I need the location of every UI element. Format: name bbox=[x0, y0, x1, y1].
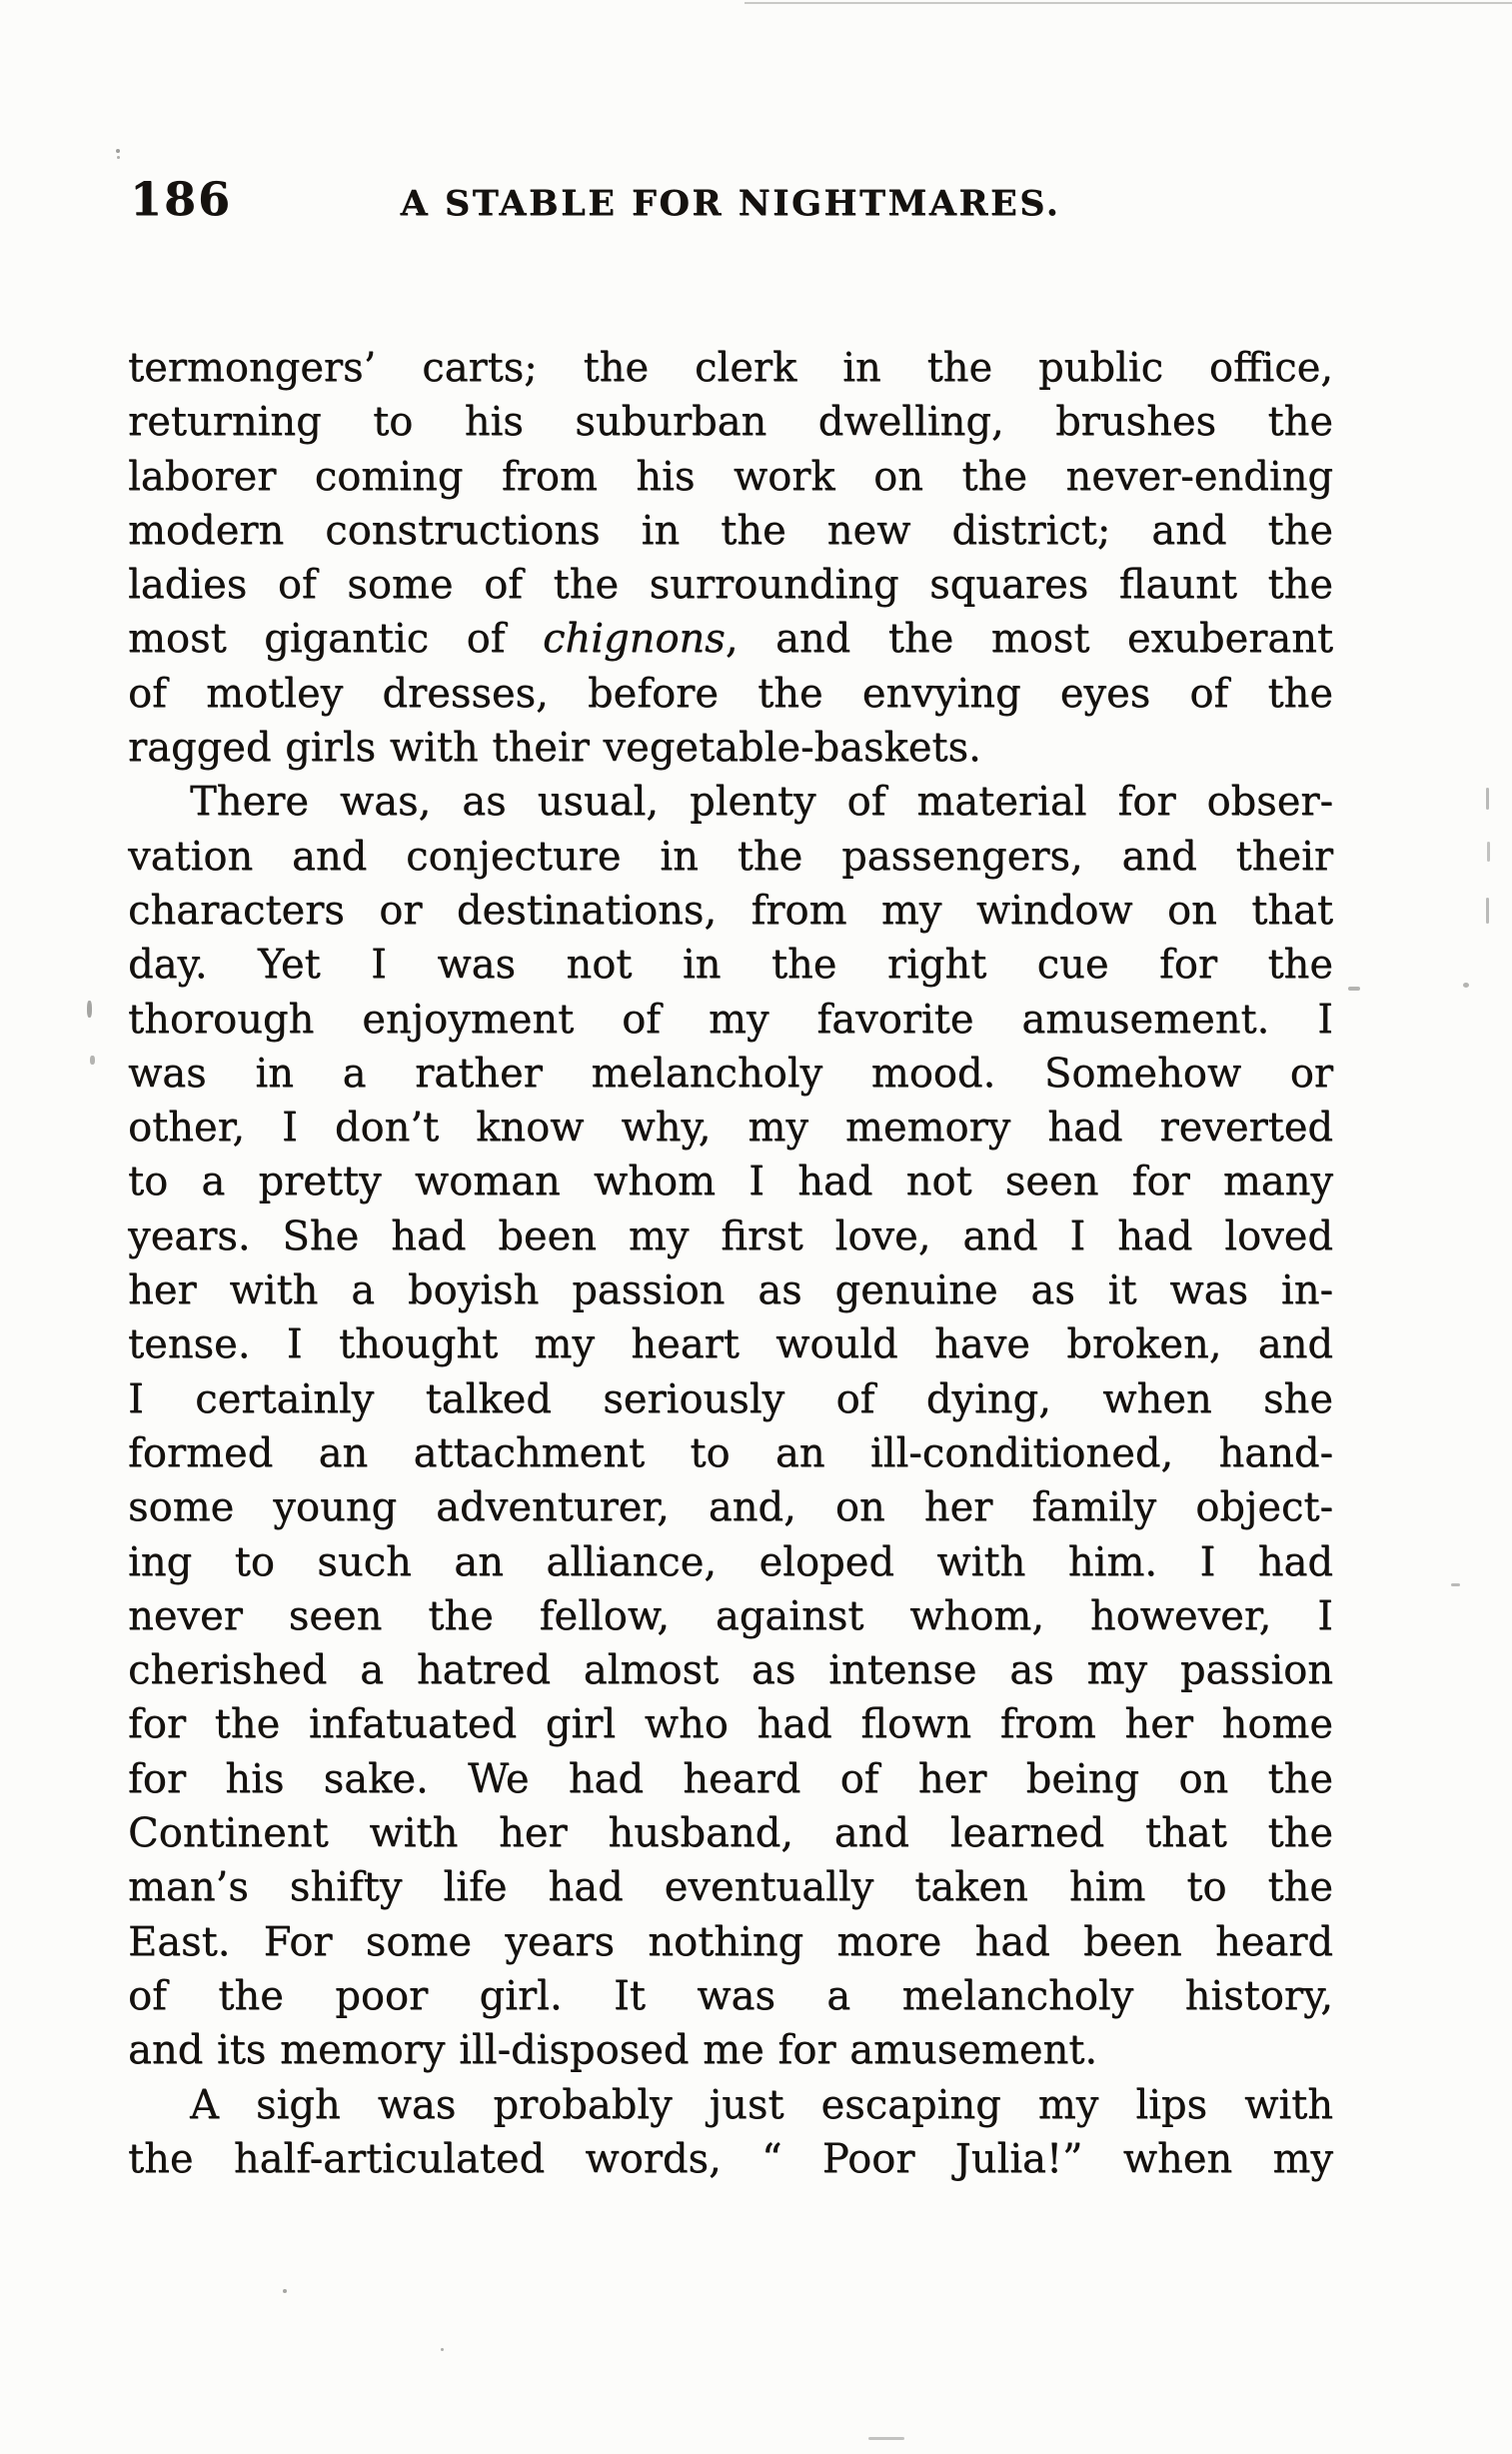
scan-artifact bbox=[117, 156, 120, 159]
scan-artifact bbox=[1463, 983, 1469, 988]
body-line: the half-articulated words, “ Poor Julia!” when my bbox=[128, 2135, 1333, 2182]
body-line: modern constructions in the new district; and the bbox=[128, 507, 1333, 554]
body-line: of the poor girl. It was a melancholy history, bbox=[128, 1972, 1333, 2019]
body-line: tense. I thought my heart would have broken, and bbox=[128, 1321, 1333, 1368]
body-line: Continent with her husband, and learned that the bbox=[128, 1810, 1333, 1857]
page-number: 186 bbox=[130, 172, 233, 226]
body-line: was in a rather melancholy mood. Somehow or bbox=[128, 1050, 1333, 1097]
body-line: characters or destinations, from my window on that bbox=[128, 887, 1333, 934]
body-line: other, I don’t know why, my memory had reverted bbox=[128, 1105, 1333, 1152]
scan-artifact bbox=[87, 1001, 92, 1018]
scan-artifact bbox=[90, 1056, 95, 1065]
body-line: A sigh was probably just escaping my lips with bbox=[190, 2081, 1333, 2128]
body-line: termongers’ carts; the clerk in the public office, bbox=[128, 345, 1333, 391]
scan-artifact bbox=[868, 2437, 904, 2440]
running-header-title: A STABLE FOR NIGHTMARES. bbox=[400, 183, 1061, 224]
body-line: returning to his suburban dwelling, brushes the bbox=[128, 399, 1333, 446]
body-line: day. Yet I was not in the right cue for the bbox=[128, 942, 1333, 989]
body-line: laborer coming from his work on the never-ending bbox=[128, 453, 1333, 500]
body-text-block bbox=[128, 341, 1333, 2186]
body-line: vation and conjecture in the passengers, and their bbox=[128, 833, 1333, 880]
body-line: There was, as usual, plenty of material for obser- bbox=[190, 779, 1333, 826]
body-line: East. For some years nothing more had been heard bbox=[128, 1918, 1333, 1965]
scan-artifact bbox=[1486, 898, 1489, 924]
body-line bbox=[128, 612, 1333, 666]
body-line: ing to such an alliance, eloped with him. I had bbox=[128, 1538, 1333, 1585]
body-line: I certainly talked seriously of dying, when she bbox=[128, 1375, 1333, 1422]
body-line: man’s shifty life had eventually taken him to the bbox=[128, 1864, 1333, 1911]
body-line: of motley dresses, before the envying eyes of the bbox=[128, 670, 1333, 717]
body-line: her with a boyish passion as genuine as it was in- bbox=[128, 1267, 1333, 1314]
scan-artifact bbox=[441, 2348, 444, 2351]
body-line: to a pretty woman whom I had not seen for many bbox=[128, 1159, 1333, 1206]
body-line: ladies of some of the surrounding squares flaunt the bbox=[128, 562, 1333, 609]
scan-artifact bbox=[1487, 842, 1490, 862]
body-line: cherished a hatred almost as intense as my passion bbox=[128, 1647, 1333, 1694]
body-line: and its memory ill-disposed me for amusement. bbox=[128, 2027, 1098, 2074]
scan-artifact bbox=[116, 149, 120, 153]
scan-artifact bbox=[1486, 788, 1489, 810]
body-line: thorough enjoyment of my favorite amusement. I bbox=[128, 996, 1333, 1043]
body-line: years. She had been my first love, and I had loved bbox=[128, 1213, 1333, 1259]
body-line: for his sake. We had heard of her being on the bbox=[128, 1755, 1333, 1802]
scan-artifact bbox=[283, 2289, 287, 2293]
body-line: formed an attachment to an ill-conditioned, hand- bbox=[128, 1429, 1333, 1476]
scan-artifact bbox=[1348, 987, 1360, 991]
body-text: , and the most exuberant bbox=[725, 616, 1334, 663]
body-line: for the infatuated girl who had flown from her home bbox=[128, 1701, 1333, 1748]
scan-artifact bbox=[745, 2, 1512, 4]
body-text: most gigantic of bbox=[128, 616, 544, 663]
body-line: never seen the fellow, against whom, however, I bbox=[128, 1592, 1333, 1639]
body-line: some young adventurer, and, on her family object- bbox=[128, 1484, 1333, 1531]
body-line: ragged girls with their vegetable-baskets. bbox=[128, 725, 981, 772]
scan-artifact bbox=[1451, 1583, 1460, 1586]
italic-word: chignons bbox=[543, 616, 726, 663]
